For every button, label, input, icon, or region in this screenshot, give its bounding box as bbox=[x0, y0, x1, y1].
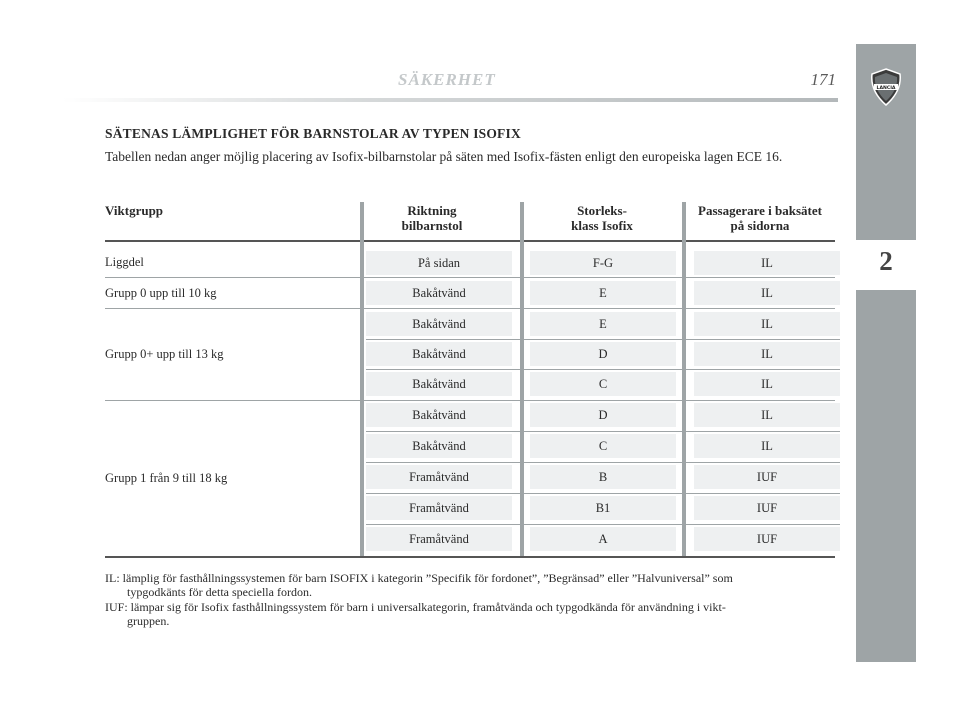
cell-rear-seat: IL bbox=[694, 434, 840, 458]
chapter-number: 2 bbox=[879, 246, 893, 276]
cell-size-class: C bbox=[530, 434, 676, 458]
cell-rear-seat: IUF bbox=[694, 527, 840, 551]
svg-text:LANCIA: LANCIA bbox=[876, 86, 896, 91]
cell-rear-seat: IUF bbox=[694, 465, 840, 489]
cell-direction: Framåtvänd bbox=[366, 496, 512, 520]
table-header-rule bbox=[105, 240, 835, 242]
chapter-box bbox=[856, 239, 916, 291]
cell-size-class: E bbox=[530, 281, 676, 305]
table-subrow-divider bbox=[366, 431, 840, 432]
header-size-line2: klass Isofix bbox=[571, 218, 633, 233]
page-number: 171 bbox=[810, 70, 836, 89]
cell-size-class: D bbox=[530, 403, 676, 427]
cell-direction: Bakåtvänd bbox=[366, 372, 512, 396]
header-direction-line1: Riktning bbox=[407, 203, 457, 218]
column-separator bbox=[360, 202, 364, 556]
column-separator bbox=[520, 202, 524, 556]
cell-size-class: E bbox=[530, 312, 676, 336]
lancia-logo-icon bbox=[867, 67, 905, 107]
cell-direction: Bakåtvänd bbox=[366, 281, 512, 305]
table-subrow-divider bbox=[366, 339, 840, 340]
intro-paragraph: Tabellen nedan anger möjlig placering av Isofix-bilbarnstolar på säten med Isofix-fästen enligt den europeiska lagen ECE 16. bbox=[105, 149, 783, 164]
header-rule bbox=[62, 98, 838, 102]
footnote-il-line1: IL: lämplig för fasthållningssystemen för barn ISOFIX i kategorin ”Specifik för fordonet”, ”Begränsad” eller ”Halvuniversal” som bbox=[105, 571, 733, 585]
cell-size-class: C bbox=[530, 372, 676, 396]
cell-size-class: A bbox=[530, 527, 676, 551]
section-title: SÄKERHET bbox=[398, 70, 496, 89]
table-row-divider bbox=[105, 400, 835, 401]
header-direction-line2: bilbarnstol bbox=[401, 218, 463, 233]
header-direction bbox=[352, 203, 512, 233]
group-label: Liggdel bbox=[105, 255, 144, 269]
table-row-divider bbox=[105, 277, 835, 278]
table-row-divider bbox=[105, 308, 835, 309]
table-subrow-divider bbox=[366, 369, 840, 370]
cell-direction: Bakåtvänd bbox=[366, 403, 512, 427]
header-weight-group: Viktgrupp bbox=[105, 203, 164, 218]
table-subrow-divider bbox=[366, 524, 840, 525]
header-size-class bbox=[522, 203, 682, 233]
cell-rear-seat: IL bbox=[694, 281, 840, 305]
cell-rear-seat: IUF bbox=[694, 496, 840, 520]
cell-rear-seat: IL bbox=[694, 312, 840, 336]
cell-size-class: B bbox=[530, 465, 676, 489]
cell-rear-seat: IL bbox=[694, 372, 840, 396]
cell-direction: Bakåtvänd bbox=[366, 342, 512, 366]
cell-direction: Bakåtvänd bbox=[366, 312, 512, 336]
table-subrow-divider bbox=[366, 493, 840, 494]
cell-size-class: B1 bbox=[530, 496, 676, 520]
header-size-line1: Storleks- bbox=[577, 203, 627, 218]
cell-direction: På sidan bbox=[366, 251, 512, 275]
cell-direction: Bakåtvänd bbox=[366, 434, 512, 458]
footnote-il-line2: typgodkänts för detta speciella fordon. bbox=[127, 585, 312, 599]
header-rear-line1: Passagerare i baksätet bbox=[698, 203, 822, 218]
table-bottom-rule bbox=[105, 556, 835, 558]
cell-rear-seat: IL bbox=[694, 403, 840, 427]
page-heading: SÄTENAS LÄMPLIGHET FÖR BARNSTOLAR AV TYPEN ISOFIX bbox=[105, 126, 521, 141]
footnote-iuf bbox=[105, 600, 835, 628]
table-subrow-divider bbox=[366, 462, 840, 463]
cell-direction: Framåtvänd bbox=[366, 527, 512, 551]
footnote-il bbox=[105, 571, 835, 599]
chapter-side-tab bbox=[856, 44, 916, 662]
cell-direction: Framåtvänd bbox=[366, 465, 512, 489]
group-label: Grupp 0+ upp till 13 kg bbox=[105, 347, 224, 361]
cell-size-class: F-G bbox=[530, 251, 676, 275]
header-rear-seat bbox=[680, 203, 840, 233]
cell-rear-seat: IL bbox=[694, 251, 840, 275]
footnote-iuf-line2: gruppen. bbox=[127, 614, 170, 628]
cell-size-class: D bbox=[530, 342, 676, 366]
cell-rear-seat: IL bbox=[694, 342, 840, 366]
column-separator bbox=[682, 202, 686, 556]
header-rear-line2: på sidorna bbox=[730, 218, 790, 233]
group-label: Grupp 0 upp till 10 kg bbox=[105, 286, 217, 300]
group-label: Grupp 1 från 9 till 18 kg bbox=[105, 471, 228, 485]
footnote-iuf-line1: IUF: lämpar sig för Isofix fasthållningssystem för barn i universalkategorin, framåtvända och typgodkända för användning i vikt- bbox=[105, 600, 726, 614]
